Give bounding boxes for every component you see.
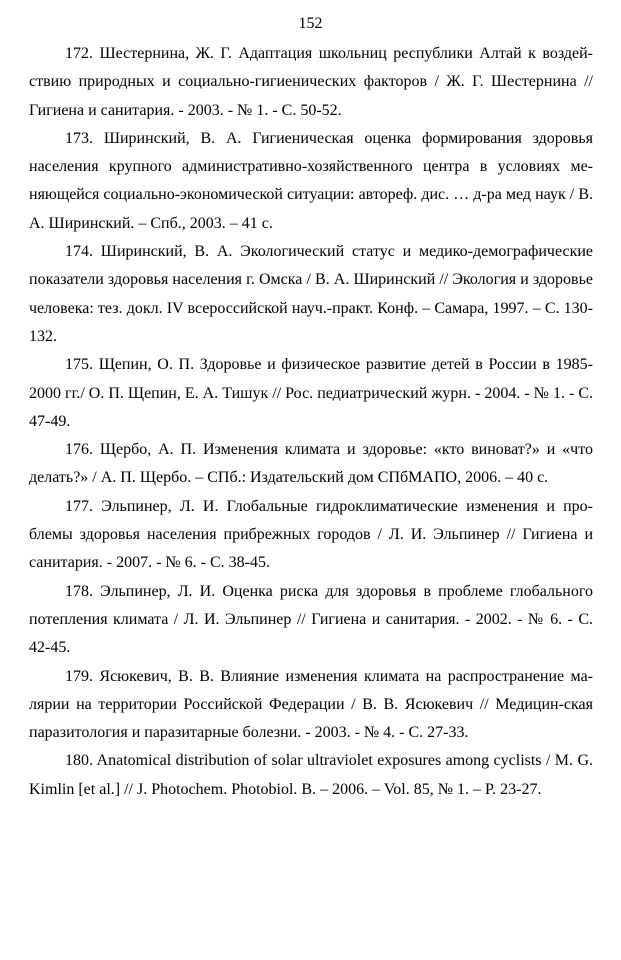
reference-text: Ясюкевич, В. В. Влияние изменения климата на распространение ма-лярии на территории Российской Федерации / В. В. Ясюкевич // Медицин-ская паразитология и паразитарные болезни. - 2003. - № 4. - С. 27-33. [29, 667, 594, 742]
reference-item-178 [29, 578, 593, 663]
reference-text: Ширинский, В. А. Экологический статус и медико-демографические показатели здоровья населения г. Омска / В. А. Ширинский // Экология и здоровье человека: тез. докл. IV всероссийской науч.-практ. Конф. – Самара, 1997. – С. 130-132. [29, 243, 594, 345]
reference-number: 172. [65, 45, 93, 62]
reference-text: Anatomical distribution of solar ultraviolet exposures among cyclists / M. G. Kimlin [et al.] // J. Photochem. Photobiol. B. – 2006. – Vol. 85, № 1. – P. 23-27. [29, 752, 593, 798]
reference-number: 180. [65, 752, 93, 770]
reference-text: Эльпинер, Л. И. Оценка риска для здоровья в проблеме глобального потепления климата / Л. И. Эльпинер // Гигиена и санитария. - 2002. - № 6. - С. 42-45. [29, 582, 594, 657]
reference-number: 178. [65, 582, 93, 600]
reference-text: Шестернина, Ж. Г. Адаптация школьниц республики Алтай к воздей-ствию природных и социально-гигиенических факторов / Ж. Г. Шестернина // Гигиена и санитария. - 2003. - № 1. - С. 50-52. [29, 45, 594, 119]
reference-text: Ширинский, В. А. Гигиеническая оценка формирования здоровья населения крупного административно-хозяйственного центра в условиях ме-няющейся социально-экономической ситуации: автореф. дис. … д-ра мед наук / В. А. Ширинский. – Спб., 2003. – 41 с. [29, 129, 594, 232]
reference-item-176 [29, 436, 593, 493]
reference-number: 177. [65, 497, 93, 515]
reference-text: Щепин, О. П. Здоровье и физическое развитие детей в России в 1985-2000 гг./ О. П. Щепин, Е. А. Тишук // Рос. педиатрический журн. - 2004. - № 1. - С. 47-49. [29, 356, 593, 430]
reference-item-177 [29, 493, 593, 578]
reference-text: Щербо, А. П. Изменения климата и здоровье: «кто виноват?» и «что делать?» / А. П. Щербо. – СПб.: Издательский дом СПбМАПО, 2006. – 40 с. [29, 441, 594, 487]
reference-item-172 [29, 40, 593, 125]
reference-item-180 [29, 747, 593, 804]
page-number: 152 [298, 15, 323, 32]
reference-text: Эльпинер, Л. И. Глобальные гидроклиматические изменения и про-блемы здоровья населения прибрежных городов / Л. И. Эльпинер // Гигиена и санитария. - 2007. - № 6. - С. 38-45. [29, 497, 594, 572]
reference-number: 175. [65, 356, 93, 374]
reference-number: 173. [65, 129, 93, 147]
reference-number: 176. [65, 441, 93, 459]
reference-item-179 [29, 663, 593, 748]
reference-item-174 [29, 238, 593, 351]
reference-number: 179. [65, 667, 93, 685]
reference-number: 174. [65, 243, 93, 261]
reference-item-173 [29, 125, 593, 238]
reference-item-175 [29, 351, 593, 436]
reference-list [29, 40, 593, 804]
